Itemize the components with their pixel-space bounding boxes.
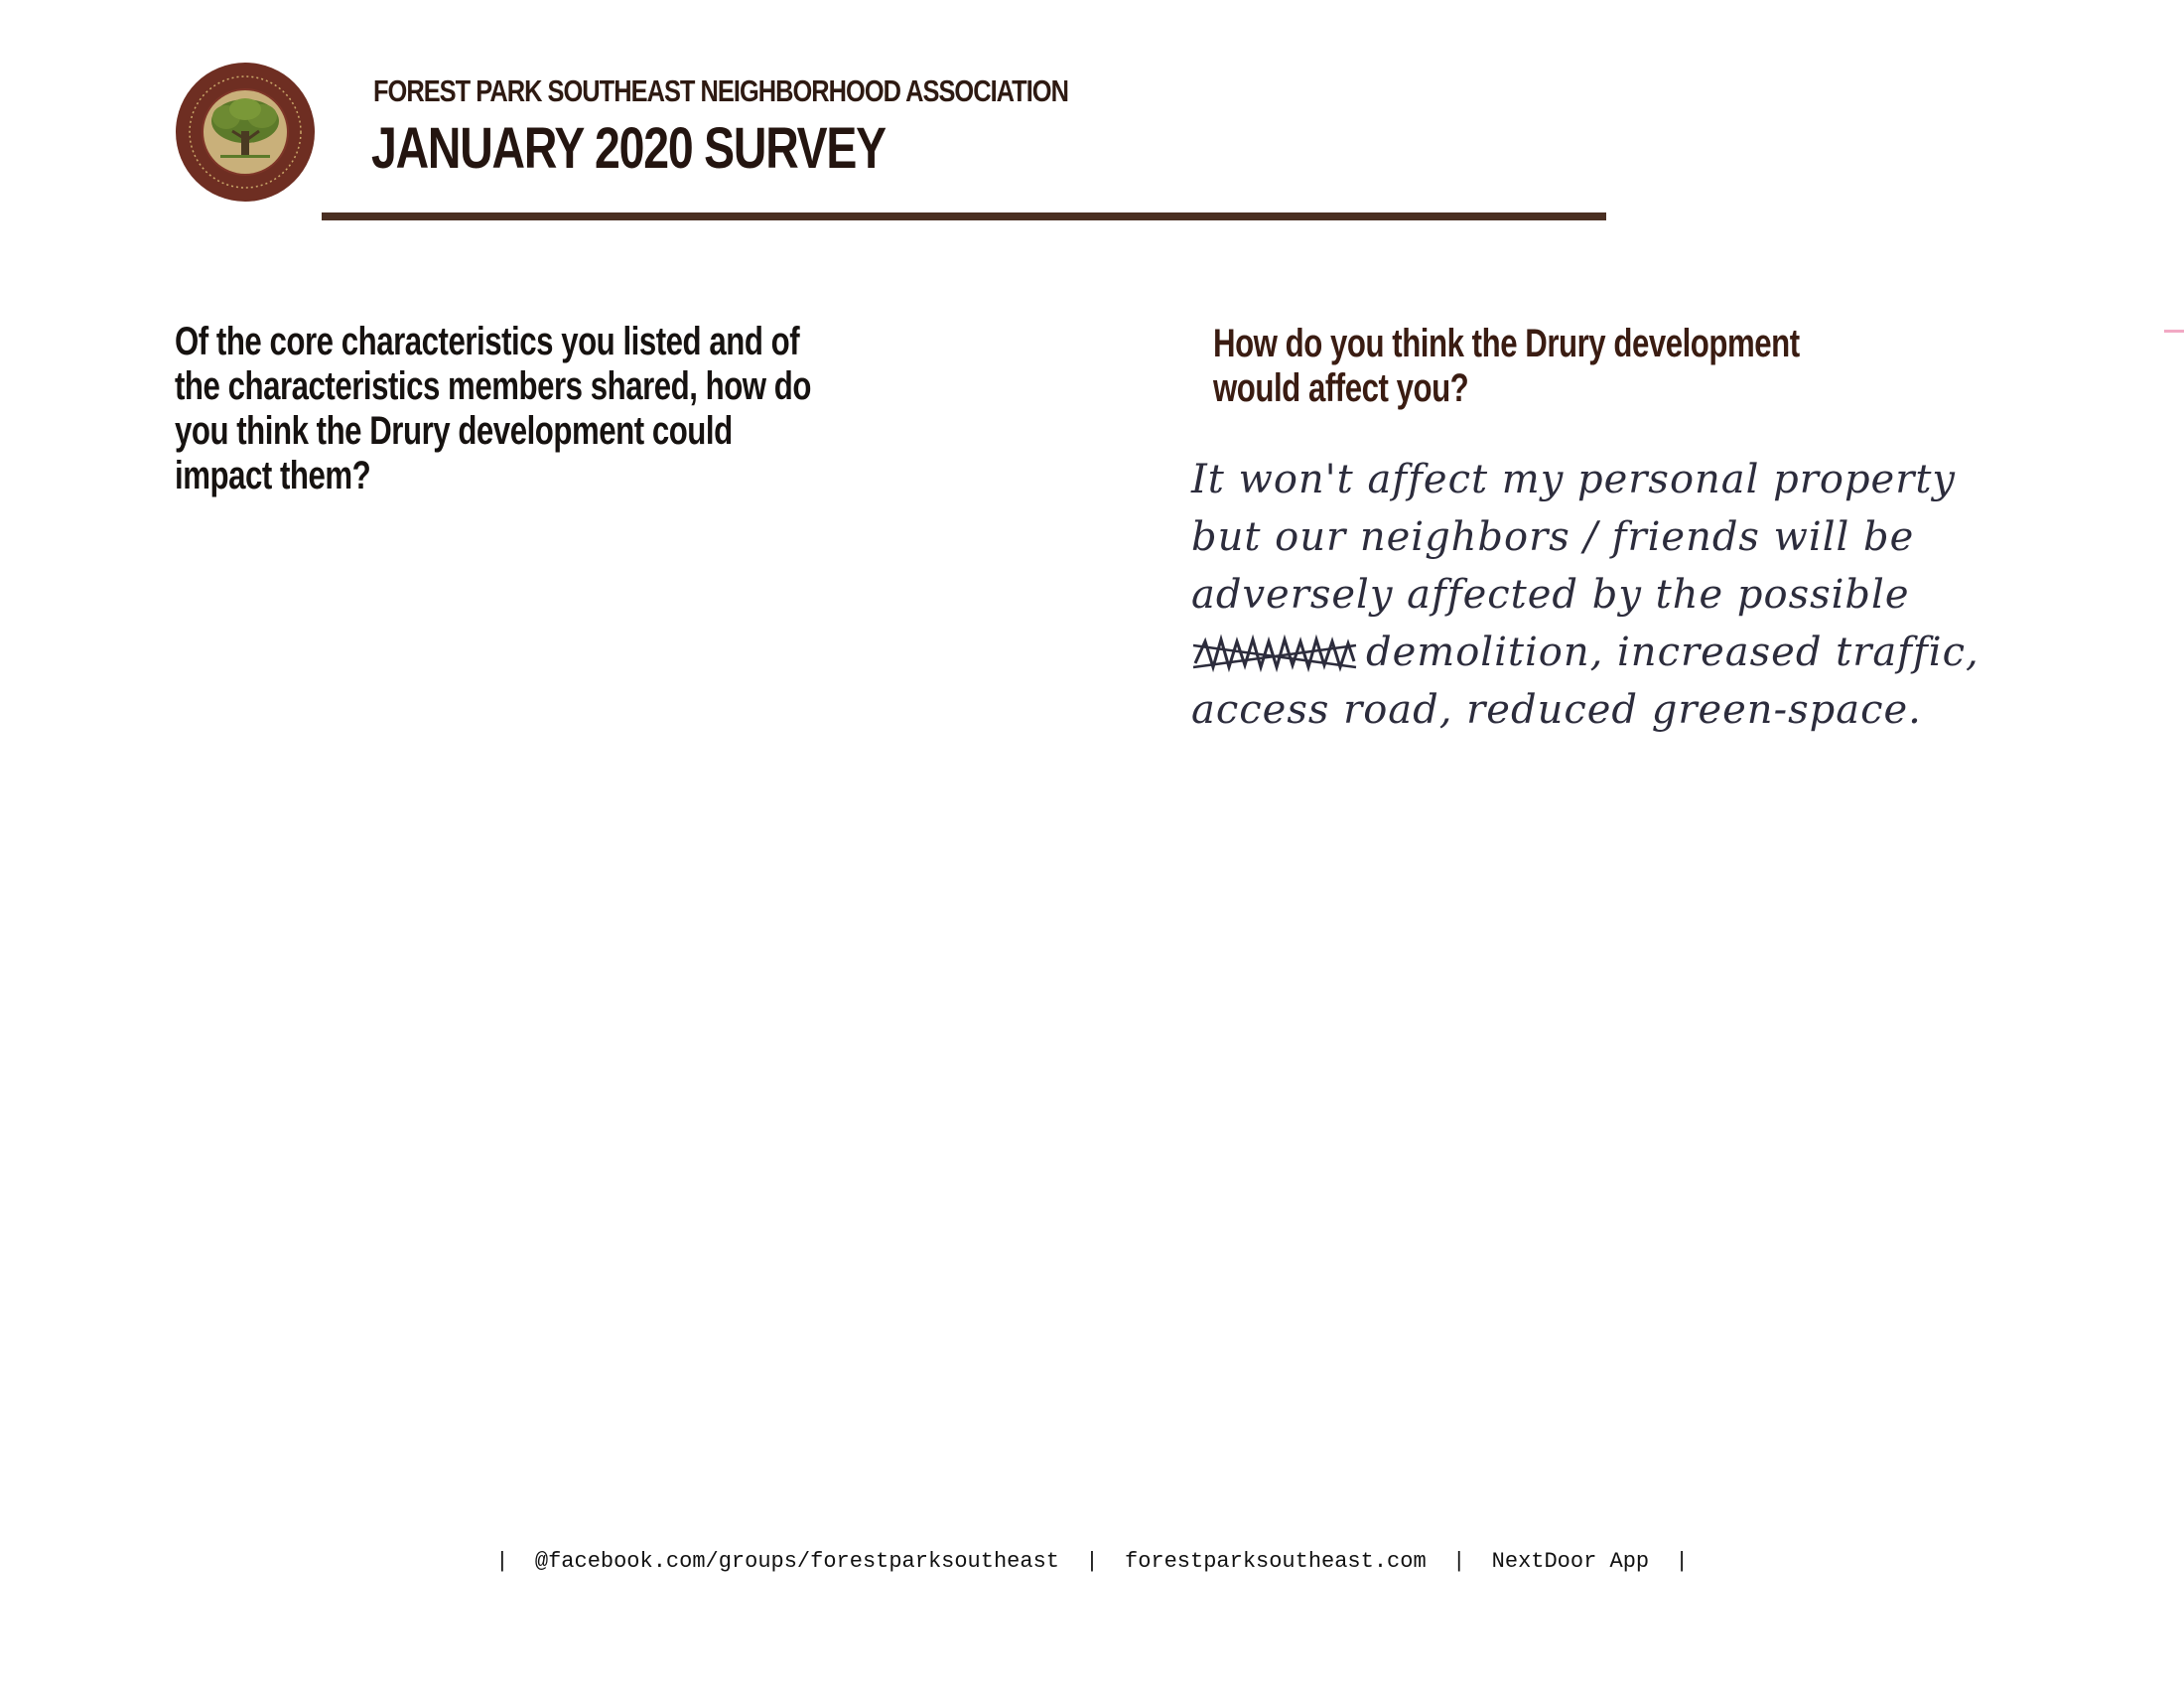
tree-seal-icon — [175, 62, 316, 203]
footer-links — [0, 1549, 2184, 1574]
scan-edge-mark — [2164, 330, 2184, 333]
footer-separator: | — [1675, 1549, 1689, 1574]
answer-line-with-scribble — [1191, 624, 2025, 681]
website-link[interactable]: forestparksoutheast.com — [1125, 1549, 1427, 1574]
answer-line: but our neighbors / friends will be — [1191, 514, 1915, 560]
organization-name: FOREST PARK SOUTHEAST NEIGHBORHOOD ASSOCIATION — [373, 73, 1068, 108]
footer-separator: | — [495, 1549, 509, 1574]
facebook-link[interactable]: @facebook.com/groups/forestparksoutheast — [534, 1549, 1059, 1574]
question-core-characteristics: Of the core characteristics you listed and of the characteristics members shared, how do you think the Drury development could impact them? — [175, 320, 811, 497]
answer-line: access road, reduced green-space. — [1191, 687, 1922, 733]
handwritten-answer — [1191, 451, 2025, 739]
header-divider — [322, 212, 1606, 220]
footer-separator: | — [1452, 1549, 1466, 1574]
answer-line: adversely affected by the possible — [1191, 572, 1910, 618]
page-title: JANUARY 2020 SURVEY — [371, 116, 886, 181]
footer-separator: | — [1085, 1549, 1099, 1574]
nextdoor-app-link[interactable]: NextDoor App — [1491, 1549, 1650, 1574]
crossed-out-scribble — [1191, 633, 1358, 675]
answer-line-text: demolition, increased traffic, — [1366, 630, 1979, 675]
question-affect-you: How do you think the Drury development would affect you? — [1213, 322, 1800, 410]
answer-line: It won't affect my personal property — [1191, 457, 1957, 502]
